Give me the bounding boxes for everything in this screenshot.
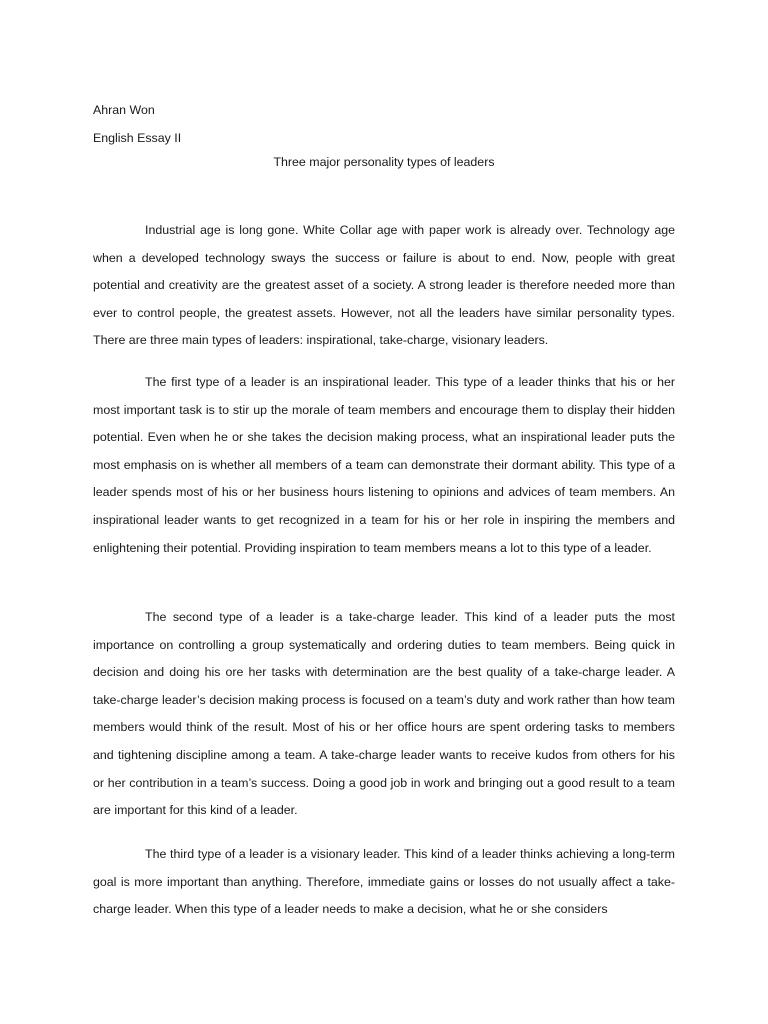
author-name: Ahran Won [93,103,155,117]
essay-title: Three major personality types of leaders [273,155,495,169]
paragraph-take-charge-leader: The second type of a leader is a take-charge leader. This kind of a leader puts the most importance on controlling a group systematically and ordering duties to team members. Being quick in decision and doing his ore her tasks with determination are the best quality of a take-charge leader. A take-charge leader’s decision making process is focused on a team’s duty and work rather than how team members would think of the result. Most of his or her office hours are spent ordering tasks to members and tightening discipline among a team. A take-charge leader wants to receive kudos from others for his or her contribution in a team’s success. Doing a good job in work and bringing out a good result to a team are important for this kind of a leader. [93,610,675,818]
course-name: English Essay II [93,131,182,145]
paragraph-intro: Industrial age is long gone. White Collar age with paper work is already over. Technology age when a developed technology sways the success or failure is about to end. Now, people with great potential and creativity are the greatest asset of a society. A strong leader is therefore needed more than ever to control people, the greatest assets. However, not all the leaders have similar personality types. There are three main types of leaders: inspirational, take-charge, visionary leaders. [93,223,675,348]
paragraph-visionary-leader: The third type of a leader is a visionary leader. This kind of a leader thinks achieving a long-term goal is more important than anything. Therefore, immediate gains or losses do not usually affect a take-charge leader. When this type of a leader needs to make a decision, what he or she considers [93,847,675,917]
paragraph-inspirational-leader: The first type of a leader is an inspirational leader. This type of a leader thinks that his or her most important task is to stir up the morale of team members and encourage them to display their hidden potential. Even when he or she takes the decision making process, what an inspirational leader puts the most emphasis on is whether all members of a team can demonstrate their dormant ability. This type of a leader spends most of his or her business hours listening to opinions and advices of team members. An inspirational leader wants to get recognized in a team for his or her role in inspiring the members and enlightening their potential. Providing inspiration to team members means a lot to this type of a leader. [93,375,675,555]
